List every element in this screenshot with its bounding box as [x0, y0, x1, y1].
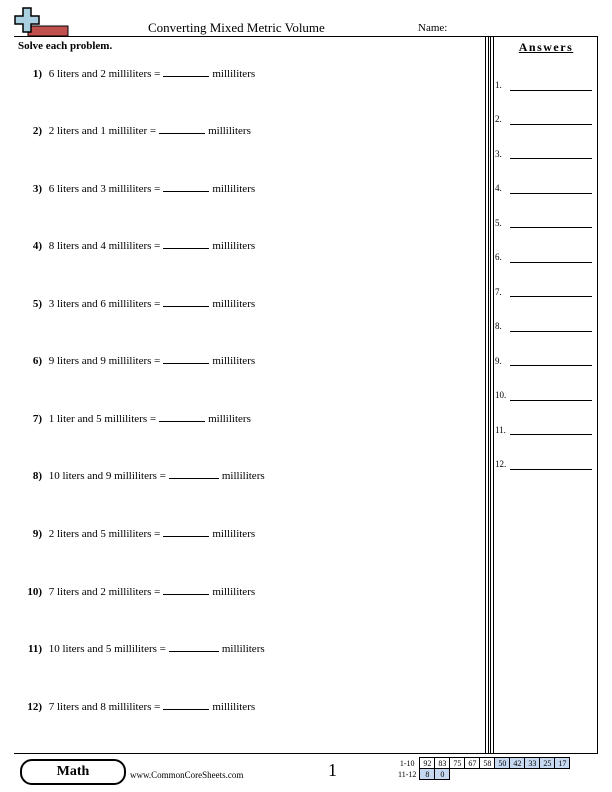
- problem-item: [18, 699, 255, 713]
- column-divider: [493, 37, 494, 753]
- answer-number: 9.: [495, 356, 502, 366]
- answer-line[interactable]: [510, 193, 592, 194]
- problem-text: 2 liters and 5 milliliters =: [48, 528, 161, 540]
- problem-text: 9 liters and 9 milliliters =: [48, 355, 161, 367]
- problem-text: 7 liters and 8 milliliters =: [48, 701, 161, 713]
- problem-number: 8): [32, 470, 42, 482]
- answer-line[interactable]: [510, 296, 592, 297]
- problem-item: [18, 66, 255, 80]
- problem-unit: milliliters: [212, 528, 256, 540]
- problem-unit: milliliters: [212, 68, 256, 80]
- problem-unit: milliliters: [221, 470, 265, 482]
- score-cell: 25: [540, 758, 555, 769]
- answer-number: 8.: [495, 321, 502, 331]
- score-empty: [450, 769, 570, 780]
- answer-line[interactable]: [510, 90, 592, 91]
- answer-line[interactable]: [510, 434, 592, 435]
- problem-unit: milliliters: [212, 240, 256, 252]
- answer-blank[interactable]: [169, 641, 219, 652]
- answer-blank[interactable]: [163, 66, 209, 77]
- score-row: [396, 769, 570, 780]
- answer-number: 5.: [495, 218, 502, 228]
- answer-blank[interactable]: [163, 526, 209, 537]
- column-divider: [490, 37, 491, 753]
- problem-item: [18, 353, 255, 367]
- answer-number: 2.: [495, 114, 502, 124]
- score-range: 11-12: [398, 769, 417, 779]
- problem-number: 4): [32, 240, 42, 252]
- score-cell: 58: [480, 758, 495, 769]
- header-divider: [14, 36, 598, 37]
- answers-border: [597, 37, 598, 753]
- answer-line[interactable]: [510, 262, 592, 263]
- score-cell: 50: [495, 758, 510, 769]
- problem-number: 5): [32, 298, 42, 310]
- problem-item: [18, 584, 255, 598]
- score-row: [396, 758, 570, 769]
- score-cell: 92: [420, 758, 435, 769]
- problem-text: 2 liters and 1 milliliter =: [48, 125, 157, 137]
- problem-number: 7): [32, 413, 42, 425]
- problem-number: 11): [27, 643, 42, 655]
- problem-number: 2): [32, 125, 42, 137]
- score-table: [396, 757, 570, 780]
- answer-blank[interactable]: [163, 296, 209, 307]
- problem-text: 10 liters and 5 milliliters =: [48, 643, 166, 655]
- problem-item: [18, 181, 255, 195]
- column-divider: [488, 37, 489, 753]
- problem-unit: milliliters: [208, 125, 251, 137]
- answer-number: 10.: [495, 390, 507, 400]
- problem-unit: milliliters: [212, 183, 256, 195]
- score-cell: 75: [450, 758, 465, 769]
- column-divider: [485, 37, 486, 753]
- problem-unit: milliliters: [208, 413, 251, 425]
- score-cell: 17: [555, 758, 570, 769]
- answers-heading: Answers: [518, 40, 574, 54]
- problem-unit: milliliters: [212, 701, 256, 713]
- page-title: Converting Mixed Metric Volume: [148, 20, 325, 35]
- answer-line[interactable]: [510, 365, 592, 366]
- problem-text: 10 liters and 9 milliliters =: [48, 470, 166, 482]
- math-badge: Math: [20, 759, 126, 785]
- score-cell: 67: [465, 758, 480, 769]
- problem-item: [18, 641, 265, 655]
- answer-number: 1.: [495, 80, 502, 90]
- problem-text: 1 liter and 5 milliliters =: [48, 413, 157, 425]
- score-cell: 83: [435, 758, 450, 769]
- problem-number: 1): [32, 68, 42, 80]
- problem-text: 7 liters and 2 milliliters =: [48, 586, 161, 598]
- problem-item: [18, 238, 255, 252]
- problem-unit: milliliters: [212, 298, 256, 310]
- problem-unit: milliliters: [221, 643, 265, 655]
- score-cell: 0: [435, 769, 450, 780]
- answer-number: 6.: [495, 252, 502, 262]
- answer-blank[interactable]: [159, 123, 205, 134]
- problem-number: 12): [27, 701, 42, 713]
- name-label: Name:: [418, 22, 448, 34]
- problem-unit: milliliters: [212, 586, 256, 598]
- problem-text: 8 liters and 4 milliliters =: [48, 240, 161, 252]
- page-number: 1: [328, 760, 337, 780]
- problem-text: 6 liters and 2 milliliters =: [48, 68, 161, 80]
- answer-number: 12.: [495, 459, 507, 469]
- answer-number: 7.: [495, 287, 502, 297]
- footer-divider: [14, 753, 598, 754]
- score-range: 1-10: [399, 758, 415, 768]
- answer-line[interactable]: [510, 158, 592, 159]
- answer-line[interactable]: [510, 400, 592, 401]
- problem-item: [18, 123, 251, 137]
- website-label: www.CommonCoreSheets.com: [130, 770, 244, 780]
- answer-blank[interactable]: [159, 411, 205, 422]
- problem-number: 3): [32, 183, 42, 195]
- answer-blank[interactable]: [163, 699, 209, 710]
- answer-line[interactable]: [510, 124, 592, 125]
- answer-number: 11.: [495, 425, 506, 435]
- answer-line[interactable]: [510, 227, 592, 228]
- answer-line[interactable]: [510, 469, 592, 470]
- answer-number: 3.: [495, 149, 502, 159]
- answer-blank[interactable]: [163, 584, 209, 595]
- problem-item: [18, 411, 251, 425]
- problem-item: [18, 468, 265, 482]
- score-cell: 42: [510, 758, 525, 769]
- problem-text: 3 liters and 6 milliliters =: [48, 298, 161, 310]
- answer-blank[interactable]: [163, 181, 209, 192]
- answer-blank[interactable]: [163, 238, 209, 249]
- instructions: Solve each problem.: [18, 40, 113, 52]
- problem-item: [18, 296, 255, 310]
- problem-number: 9): [32, 528, 42, 540]
- score-cell: 33: [525, 758, 540, 769]
- problem-number: 6): [32, 355, 42, 367]
- problem-item: [18, 526, 255, 540]
- answer-number: 4.: [495, 183, 502, 193]
- answer-line[interactable]: [510, 331, 592, 332]
- problem-number: 10): [27, 586, 42, 598]
- problem-unit: milliliters: [212, 355, 256, 367]
- math-logo-icon: [14, 6, 70, 38]
- answer-blank[interactable]: [169, 468, 219, 479]
- problem-text: 6 liters and 3 milliliters =: [48, 183, 161, 195]
- answer-blank[interactable]: [163, 353, 209, 364]
- score-cell: 8: [420, 769, 435, 780]
